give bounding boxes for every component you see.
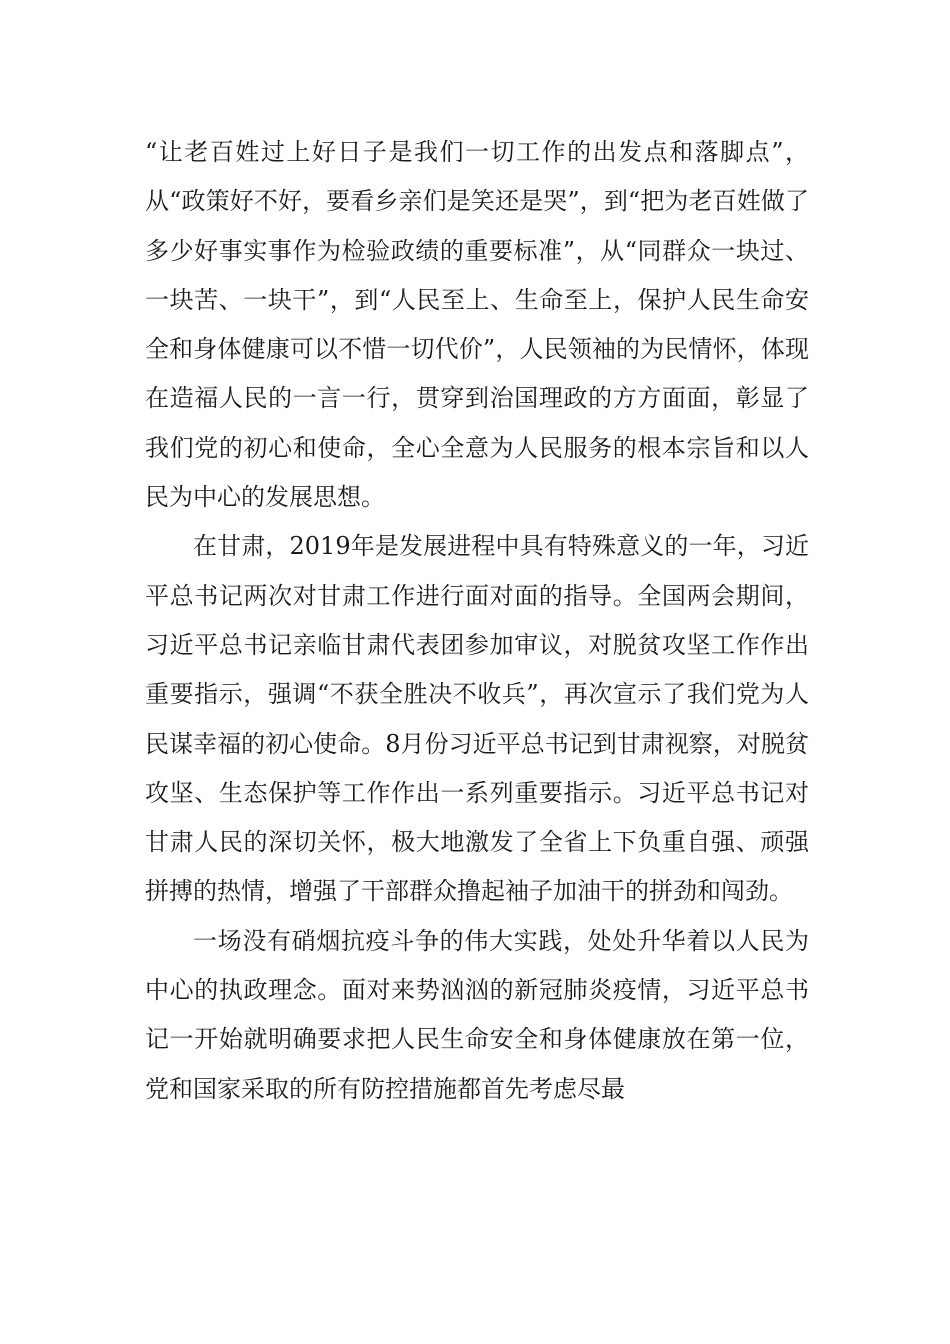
document-body [145,128,809,1114]
paragraph-2: 在甘肃，2019年是发展进程中具有特殊意义的一年，习近平总书记两次对甘肃工作进行面对面的指导。全国两会期间，习近平总书记亲临甘肃代表团参加审议，对脱贫攻坚工作作出重要指示，强调“不获全胜决不收兵”，再次宣示了我们党为人民谋幸福的初心使命。8月份习近平总书记到甘肃视察，对脱贫攻坚、生态保护等工作作出一系列重要指示。习近平总书记对甘肃人民的深切关怀，极大地激发了全省上下负重自强、顽强拼搏的热情，增强了干部群众撸起袖子加油干的拼劲和闯劲。 [145,532,809,906]
paragraph-3: 一场没有硝烟抗疫斗争的伟大实践，处处升华着以人民为中心的执政理念。面对来势汹汹的新冠肺炎疫情，习近平总书记一开始就明确要求把人民生命安全和身体健康放在第一位，党和国家采取的所有防控措施都首先考虑尽最 [145,926,809,1103]
paragraph-1: “让老百姓过上好日子是我们一切工作的出发点和落脚点”，从“政策好不好，要看乡亲们是笑还是哭”，到“把为老百姓做了多少好事实事作为检验政绩的重要标准”，从“同群众一块过、一块苦、一块干”，到“人民至上、生命至上，保护人民生命安全和身体健康可以不惜一切代价”，人民领袖的为民情怀，体现在造福人民的一言一行，贯穿到治国理政的方方面面，彰显了我们党的初心和使命，全心全意为人民服务的根本宗旨和以人民为中心的发展思想。 [145,138,809,512]
